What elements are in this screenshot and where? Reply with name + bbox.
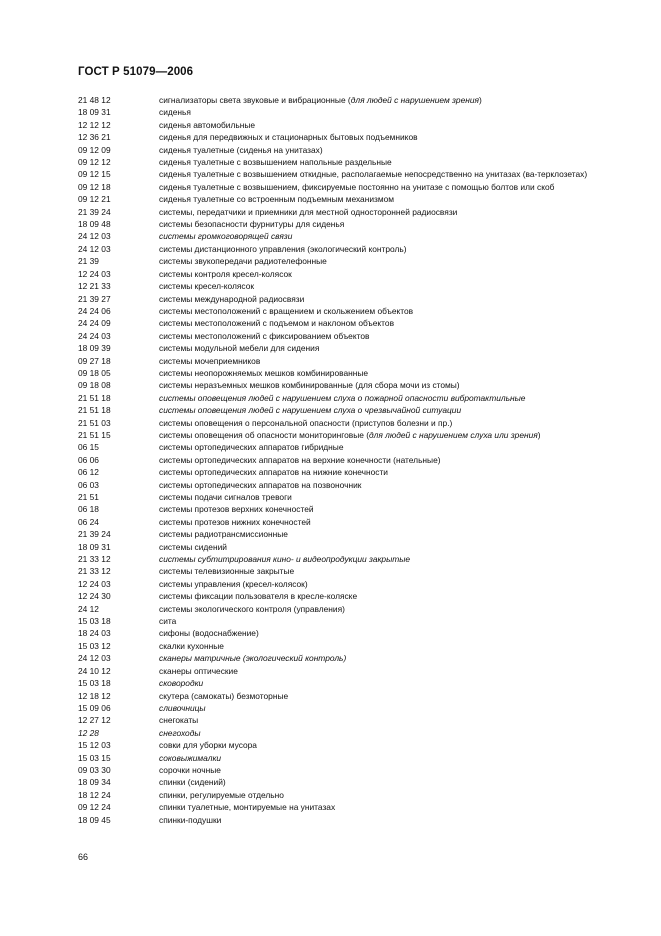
entry-code: 09 27 18	[78, 355, 111, 366]
index-entry	[78, 627, 606, 639]
entry-term	[159, 640, 606, 652]
entry-term	[159, 814, 606, 826]
entry-code: 12 24 03	[78, 578, 111, 589]
entry-code: 15 03 12	[78, 640, 111, 651]
index-entry	[78, 565, 606, 577]
index-entry	[78, 479, 606, 491]
index-entry	[78, 752, 606, 764]
entry-term-text: системы, передатчики и приемники для местной односторонней радиосвязи	[159, 206, 458, 217]
index-entry	[78, 590, 606, 602]
entry-code: 12 12 12	[78, 119, 111, 130]
entry-term	[159, 441, 606, 453]
entry-term-text: совки для уборки мусора	[159, 740, 257, 751]
entry-term-text: соковыжималки	[159, 752, 222, 763]
entry-term	[159, 727, 606, 739]
entry-code: 18 09 31	[78, 541, 111, 552]
index-entry	[78, 541, 606, 553]
entry-term-text: системы телевизионные закрытые	[159, 566, 295, 577]
entry-term	[159, 541, 606, 553]
index-entry	[78, 379, 606, 391]
entry-code: 09 12 15	[78, 169, 111, 180]
index-entry	[78, 243, 606, 255]
entry-code: 18 24 03	[78, 628, 111, 639]
entry-code: 24 24 03	[78, 330, 111, 341]
entry-term-text: системы мочеприемников	[159, 355, 261, 366]
entry-term-text: системы неопорожняемых мешков комбинированные	[159, 367, 369, 378]
entry-code: 12 27 12	[78, 715, 111, 726]
entry-code: 12 36 21	[78, 132, 111, 143]
index-entry	[78, 144, 606, 156]
index-entry	[78, 441, 606, 453]
entry-term-suffix: )	[537, 429, 541, 440]
entry-term	[159, 454, 606, 466]
entry-code: 21 48 12	[78, 95, 111, 105]
index-entry	[78, 578, 606, 590]
entry-code: 15 03 18	[78, 616, 111, 627]
entry-term-text: системы оповещения людей с нарушением слуха о чрезвычайной ситуации	[159, 405, 462, 416]
entry-term	[159, 156, 606, 168]
index-entry	[78, 665, 606, 677]
index-entry	[78, 690, 606, 702]
index-entry	[78, 106, 606, 118]
entry-code: 12 24 03	[78, 268, 111, 279]
entry-term-text: сковородки	[159, 678, 204, 689]
entry-term	[159, 181, 606, 193]
entry-code: 24 24 09	[78, 318, 111, 329]
entry-code: 06 06	[78, 454, 99, 465]
entry-code: 12 24 30	[78, 591, 111, 602]
entry-term-text: системы сидений	[159, 541, 227, 552]
entry-code: 21 51 15	[78, 429, 111, 440]
entry-code: 18 09 31	[78, 107, 111, 118]
entry-code: 06 24	[78, 516, 99, 527]
entry-term	[159, 553, 606, 565]
entry-term	[159, 106, 606, 118]
entry-term	[159, 230, 606, 242]
page-number: 66	[78, 852, 89, 862]
entry-code: 06 03	[78, 479, 99, 490]
entry-term	[159, 330, 606, 342]
index-entry	[78, 404, 606, 416]
entry-term	[159, 516, 606, 528]
entry-term-text: сиденья туалетные с возвышением откидные, располагаемые непосредственно на унитазах (ва-терклозетах)	[159, 169, 588, 180]
entry-term-italic-note: для людей с нарушением зрения	[350, 95, 479, 105]
entry-term	[159, 429, 606, 441]
entry-term-text: системы радиотрансмиссионные	[159, 529, 288, 540]
entry-term-text: сканеры матричные (экологический контроль)	[159, 653, 347, 664]
index-entry	[78, 429, 606, 441]
entry-term-text: спинки (сидений)	[159, 777, 226, 788]
entry-term	[159, 690, 606, 702]
entry-term-text: системы дистанционного управления (экологический контроль)	[159, 243, 407, 254]
entry-term	[159, 355, 606, 367]
entry-term	[159, 714, 606, 726]
entry-term-text: системы безопасности фурнитуры для сиденья	[159, 219, 345, 230]
entry-code: 15 09 06	[78, 702, 111, 713]
index-entry	[78, 168, 606, 180]
entry-code: 24 24 06	[78, 305, 111, 316]
index-entry	[78, 727, 606, 739]
index-entry	[78, 814, 606, 826]
entry-code: 06 12	[78, 467, 99, 478]
index-entry	[78, 764, 606, 776]
entry-code: 06 15	[78, 442, 99, 453]
entry-code: 09 18 05	[78, 367, 111, 378]
entry-code: 18 12 24	[78, 789, 111, 800]
index-entry	[78, 230, 606, 242]
index-entry	[78, 131, 606, 143]
entry-code: 24 10 12	[78, 665, 111, 676]
index-entry	[78, 193, 606, 205]
entry-term-text: системы модульной мебели для сидения	[159, 343, 320, 354]
entry-code: 21 39 24	[78, 206, 111, 217]
entry-term	[159, 752, 606, 764]
entry-code: 15 03 15	[78, 752, 111, 763]
entry-code: 21 39	[78, 256, 99, 267]
entry-term-text: системы подачи сигналов тревоги	[159, 492, 292, 502]
entry-term	[159, 801, 606, 813]
index-entry	[78, 553, 606, 565]
index-entry	[78, 652, 606, 664]
index-entry	[78, 702, 606, 714]
index-entry	[78, 330, 606, 342]
entry-term	[159, 131, 606, 143]
entry-term	[159, 119, 606, 131]
entry-term-text: системы кресел-колясок	[159, 281, 255, 292]
entry-term	[159, 565, 606, 577]
index-entry	[78, 503, 606, 515]
entry-term-text: сканеры оптические	[159, 665, 238, 676]
index-entry	[78, 119, 606, 131]
entry-term-text: спинки туалетные, монтируемые на унитазах	[159, 802, 336, 813]
entry-term	[159, 590, 606, 602]
entry-term	[159, 677, 606, 689]
index-entry	[78, 342, 606, 354]
entry-code: 24 12 03	[78, 653, 111, 664]
entry-term-text: системы местоположений с фиксированием объектов	[159, 330, 370, 341]
index-entry	[78, 417, 606, 429]
index-entry	[78, 317, 606, 329]
index-entry	[78, 268, 606, 280]
entry-code: 18 09 39	[78, 343, 111, 354]
entry-term	[159, 392, 606, 404]
entry-term-text: системы ортопедических аппаратов гибридные	[159, 442, 344, 453]
entry-term-text: системы фиксации пользователя в кресле-коляске	[159, 591, 358, 602]
entry-term-text: сиденья туалетные со встроенным подъемным механизмом	[159, 194, 395, 205]
entry-term-text: системы оповещения об опасности мониторинговые (	[159, 429, 370, 440]
index-entry	[78, 206, 606, 218]
entry-term	[159, 503, 606, 515]
index-entry	[78, 181, 606, 193]
entry-code: 09 12 21	[78, 194, 111, 205]
entry-code: 06 18	[78, 504, 99, 515]
entry-term-text: сифоны (водоснабжение)	[159, 628, 259, 639]
entry-term	[159, 528, 606, 540]
entry-term	[159, 652, 606, 664]
entry-code: 24 12 03	[78, 243, 111, 254]
entry-term-text: системы экологического контроля (управления)	[159, 603, 345, 614]
entry-code: 18 09 48	[78, 219, 111, 230]
entry-term-text: системы международной радиосвязи	[159, 293, 305, 304]
index-entry	[78, 305, 606, 317]
entry-code: 18 09 45	[78, 814, 111, 825]
index-entries-list	[78, 94, 606, 826]
entry-code: 09 12 18	[78, 181, 111, 192]
entry-term-text: системы протезов верхних конечностей	[159, 504, 314, 515]
entry-term-text: системы звукопередачи радиотелефонные	[159, 256, 327, 267]
document-header: ГОСТ Р 51079—2006	[78, 66, 194, 78]
entry-term	[159, 615, 606, 627]
entry-term-suffix: )	[478, 95, 482, 105]
index-entry	[78, 355, 606, 367]
index-entry	[78, 156, 606, 168]
entry-term	[159, 144, 606, 156]
entry-term-text: системы местоположений с вращением и скольжением объектов	[159, 305, 414, 316]
index-entry	[78, 94, 606, 106]
entry-code: 21 39 27	[78, 293, 111, 304]
index-entry	[78, 801, 606, 813]
entry-term-text: сиденья	[159, 107, 191, 118]
entry-code: 09 12 09	[78, 144, 111, 155]
index-entry	[78, 789, 606, 801]
entry-term-text: системы ортопедических аппаратов на позвоночник	[159, 479, 362, 490]
entry-term-text: сиденья для передвижных и стационарных бытовых подъемников	[159, 132, 418, 143]
entry-term-text: сиденья туалетные (сиденья на унитазах)	[159, 144, 323, 155]
index-entry	[78, 776, 606, 788]
entry-term	[159, 417, 606, 429]
entry-code: 18 09 34	[78, 777, 111, 788]
entry-code: 24 12	[78, 603, 99, 614]
index-entry	[78, 528, 606, 540]
entry-term-italic-note: для людей с нарушением слуха или зрения	[369, 429, 538, 440]
entry-code: 09 12 24	[78, 802, 111, 813]
entry-code: 12 28	[78, 727, 99, 738]
entry-code: 21 51 03	[78, 417, 111, 428]
entry-term	[159, 255, 606, 267]
index-entry	[78, 255, 606, 267]
entry-term-text: сигнализаторы света звуковые и вибрационные (	[159, 95, 351, 105]
entry-term-text: системы управления (кресел-колясок)	[159, 578, 308, 589]
entry-term-text: системы субтитрирования кино- и видеопродукции закрытые	[159, 554, 411, 565]
entry-term	[159, 218, 606, 230]
entry-code: 09 18 08	[78, 380, 111, 391]
entry-code: 21 51 18	[78, 405, 111, 416]
entry-term	[159, 280, 606, 292]
entry-term-text: спинки-подушки	[159, 814, 222, 825]
index-entry	[78, 615, 606, 627]
index-entry	[78, 640, 606, 652]
entry-term	[159, 94, 606, 106]
index-entry	[78, 218, 606, 230]
entry-term	[159, 764, 606, 776]
entry-code: 21 39 24	[78, 529, 111, 540]
entry-term	[159, 193, 606, 205]
entry-term	[159, 665, 606, 677]
entry-code: 21 33 12	[78, 554, 111, 565]
entry-term	[159, 578, 606, 590]
entry-term	[159, 243, 606, 255]
entry-term	[159, 305, 606, 317]
entry-term-text: сливочницы	[159, 702, 206, 713]
entry-term	[159, 206, 606, 218]
entry-term	[159, 789, 606, 801]
index-entry	[78, 293, 606, 305]
index-entry	[78, 392, 606, 404]
entry-code: 21 51 18	[78, 392, 111, 403]
entry-term	[159, 317, 606, 329]
entry-term	[159, 367, 606, 379]
entry-term-text: системы громкоговорящей связи	[159, 231, 293, 242]
entry-term	[159, 702, 606, 714]
entry-term-text: снегоходы	[159, 727, 201, 738]
index-entry	[78, 714, 606, 726]
index-entry	[78, 516, 606, 528]
entry-term-text: снегокаты	[159, 715, 199, 726]
entry-term	[159, 404, 606, 416]
entry-code: 12 21 33	[78, 281, 111, 292]
entry-term-text: системы оповещения людей с нарушением слуха о пожарной опасности вибротактильные	[159, 392, 526, 403]
index-entry	[78, 603, 606, 615]
entry-term	[159, 293, 606, 305]
entry-term-text: системы ортопедических аппаратов на нижние конечности	[159, 467, 388, 478]
index-entry	[78, 739, 606, 751]
index-entry	[78, 454, 606, 466]
entry-term-text: системы ортопедических аппаратов на верхние конечности (нательные)	[159, 454, 441, 465]
entry-term-text: спинки, регулируемые отдельно	[159, 789, 284, 800]
entry-code: 15 03 18	[78, 678, 111, 689]
entry-code: 09 03 30	[78, 764, 111, 775]
entry-term-text: системы оповещения о персональной опасности (приступов болезни и пр.)	[159, 417, 453, 428]
entry-term-text: системы протезов нижних конечностей	[159, 516, 311, 527]
entry-term	[159, 168, 606, 180]
index-entry	[78, 491, 606, 503]
entry-term	[159, 627, 606, 639]
index-entry	[78, 367, 606, 379]
entry-term-text: скалки кухонные	[159, 640, 224, 651]
entry-term	[159, 776, 606, 788]
index-entry	[78, 466, 606, 478]
entry-code: 21 33 12	[78, 566, 111, 577]
entry-term	[159, 479, 606, 491]
entry-term	[159, 379, 606, 391]
entry-code: 15 12 03	[78, 740, 111, 751]
entry-term	[159, 342, 606, 354]
entry-code: 09 12 12	[78, 157, 111, 168]
entry-term-text: сиденья автомобильные	[159, 119, 256, 130]
index-entry	[78, 280, 606, 292]
entry-term-text: системы неразъемных мешков комбинированные (для сбора мочи из стомы)	[159, 380, 460, 391]
entry-term-text: сиденья туалетные с возвышением напольные раздельные	[159, 157, 392, 168]
entry-term-text: системы контроля кресел-колясок	[159, 268, 292, 279]
entry-code: 12 18 12	[78, 690, 111, 701]
entry-term	[159, 739, 606, 751]
index-entry	[78, 677, 606, 689]
entry-term	[159, 466, 606, 478]
entry-term-text: сорочки ночные	[159, 764, 221, 775]
entry-term	[159, 491, 606, 503]
entry-code: 24 12 03	[78, 231, 111, 242]
entry-term-text: скутера (самокаты) безмоторные	[159, 690, 289, 701]
entry-term-text: системы местоположений с подъемом и наклоном объектов	[159, 318, 395, 329]
entry-term	[159, 268, 606, 280]
entry-term-text: сиденья туалетные с возвышением, фиксируемые постоянно на унитазе с помощью болтов или скоб	[159, 181, 555, 192]
entry-code: 21 51	[78, 492, 99, 502]
entry-term	[159, 603, 606, 615]
entry-term-text: сита	[159, 616, 177, 627]
